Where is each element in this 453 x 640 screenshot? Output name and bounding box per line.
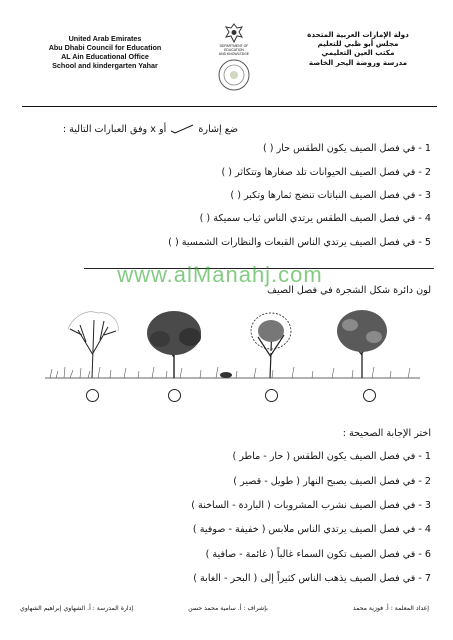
header-divider: [22, 106, 437, 107]
answer-circle[interactable]: [86, 389, 99, 402]
header-english-line: United Arab Emirates: [68, 34, 142, 43]
check-mark-icon: [169, 124, 195, 134]
watermark: www.alManahj.com: [117, 262, 323, 287]
choice-item: 1 - في فصل الصيف يكون الطقس ( حار - ماطر ): [232, 451, 431, 462]
header-arabic: [283, 30, 433, 67]
section1-instruction: [18, 124, 238, 136]
tree-spring: [251, 313, 291, 378]
choice-item: 3 - في فصل الصيف نشرب المشروبات ( الباردة - الساخنة ): [191, 500, 431, 511]
true-false-item: 1 - في فصل الصيف يكون الطقس حار ( ): [263, 143, 431, 154]
section1-instruction-b: أو x وفق العبارات التالية :: [62, 124, 167, 135]
header-english-line: Abu Dhabi Council for Education: [48, 43, 162, 52]
footer-supervised: بإشراف : أ. سامية محمد حسن: [188, 605, 268, 612]
trees-illustration: [40, 295, 425, 391]
footer-management: إدارة المدرسة : أ. الشهاوي إبراهيم الشهاوي: [20, 605, 134, 612]
ministry-logo: [212, 22, 256, 94]
header-english-line: School and kindergarten Yahar: [52, 61, 158, 70]
header-arabic-line: مكتب العين التعليمي: [321, 48, 395, 58]
emblem-icon: [223, 22, 245, 44]
section2-instruction: لون دائرة شكل الشجرة في فصل الصيف: [267, 285, 431, 296]
header-english-line: AL Ain Educational Office: [61, 52, 149, 61]
answer-circle[interactable]: [168, 389, 181, 402]
footer-prepared: إعداد المعلمة : أ. فوزية محمد: [352, 605, 429, 612]
choice-item: 7 - في فصل الصيف يذهب الناس كثيراً إلى ( البحر - الغابة ): [193, 573, 431, 584]
choice-item: 2 - في فصل الصيف يصبح النهار ( طويل - قصير ): [233, 476, 431, 487]
true-false-item: 5 - في فصل الصيف يرتدي الناس القبعات والنظارات الشمسية ( ): [168, 237, 431, 248]
section3-instruction: اختر الإجابة الصحيحة :: [342, 428, 431, 439]
tree-winter: [68, 312, 118, 378]
true-false-item: 4 - في فصل الصيف الطقس يرتدي الناس ثياب سميكة ( ): [199, 213, 431, 224]
section1-instruction-a: ضع إشارة: [198, 124, 238, 135]
answer-circle[interactable]: [265, 389, 278, 402]
answer-circle[interactable]: [363, 389, 376, 402]
tree-summer: [147, 311, 201, 378]
tree-autumn: [337, 310, 387, 378]
choice-item: 6 - في فصل الصيف تكون السماء غالباً ( غائمة - صافية ): [205, 549, 431, 560]
school-seal-icon: [217, 58, 251, 92]
logo-caption-line: DEPARTMENT OF EDUCATION: [219, 44, 249, 52]
header-english: [30, 34, 180, 70]
logo-caption-line: AND KNOWLEDGE: [218, 52, 250, 56]
header-arabic-line: مجلس أبو ظبي للتعليم: [317, 39, 399, 49]
choice-item: 4 - في فصل الصيف يرتدي الناس ملابس ( خفيفة - صوفية ): [192, 524, 431, 535]
true-false-item: 3 - في فصل الصيف النباتات تنضج ثمارها وتكبر ( ): [230, 190, 431, 201]
header-arabic-line: دولة الإمارات العربية المتحدة: [307, 30, 409, 39]
true-false-item: 2 - في فصل الصيف الحيوانات تلد صغارها وتتكاثر ( ): [221, 167, 431, 178]
header-arabic-line: مدرسة وروضة اليحر الخاصة: [308, 57, 408, 67]
